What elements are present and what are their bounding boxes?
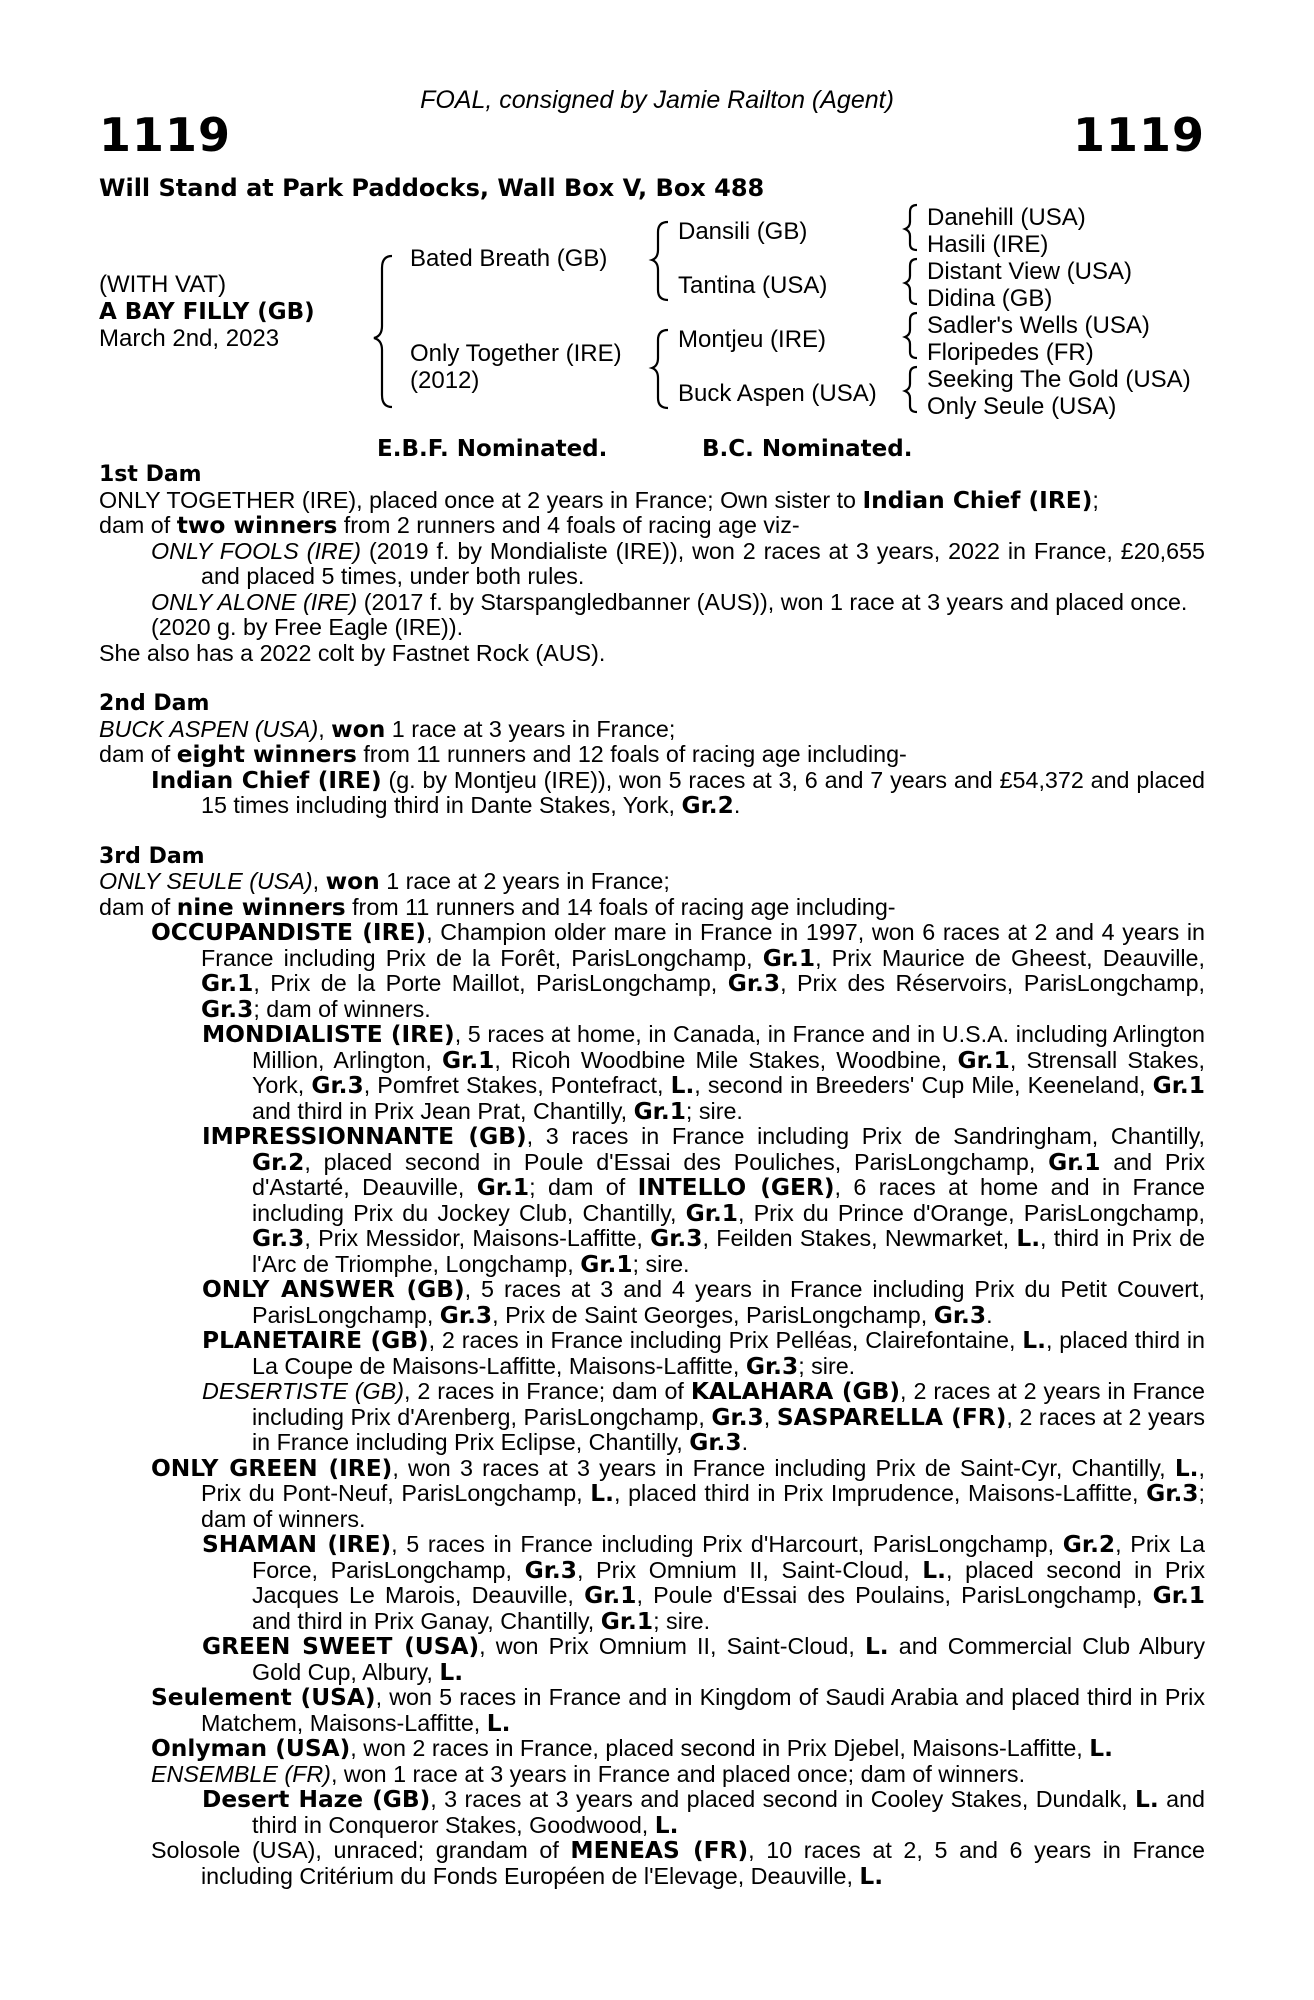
pedigree-sire-sire: Dansili (GB) (678, 218, 808, 245)
vat-note: (WITH VAT) (99, 271, 227, 298)
pedigree-dam-year: (2012) (410, 367, 480, 394)
third-dam-foal-occupandiste: OCCUPANDISTE (IRE), Champion older mare in France in 1997, won 6 races at 2 and 4 years in France including Prix de la Forêt, ParisLongchamp, Gr.1, Prix Maurice de Gheest, Deauville, Gr.1, Prix de la Porte Maillot, ParisLongchamp, Gr.3, Prix des Réservoirs, ParisLongchamp, Gr.3; dam of winners. (151, 919, 1205, 1023)
third-dam-foal-only-green: ONLY GREEN (IRE), won 3 races at 3 years in France including Prix de Saint-Cyr, Chantilly, L., Prix du Pont-Neuf, ParisLongchamp, L., placed third in Prix Imprudence, Maisons-Laffitte, Gr.3; dam of winners. (151, 1454, 1206, 1532)
pedigree-dam: Only Together (IRE) (410, 340, 622, 367)
third-dam-foal-onlyman: Onlyman (USA), won 2 races in France, placed second in Prix Djebel, Maisons-Laffitte, L. (151, 1735, 1113, 1762)
third-dam-intro: ONLY SEULE (USA), won 1 race at 2 years in France; (99, 868, 670, 895)
pedigree-gen3-6: Floripedes (FR) (927, 339, 1094, 366)
second-dam-produce-summary: dam of eight winners from 11 runners and 12 foals of racing age including- (99, 741, 907, 768)
horse-name: A BAY FILLY (GB) (99, 299, 315, 325)
second-dam-heading: 2nd Dam (99, 691, 210, 716)
pedigree-dam-dam: Buck Aspen (USA) (678, 380, 877, 407)
stand-location: Will Stand at Park Paddocks, Wall Box V, Box 488 (99, 174, 765, 202)
pedigree-sire: Bated Breath (GB) (410, 245, 608, 272)
ebf-nomination: E.B.F. Nominated. (377, 436, 608, 462)
pedigree-gen3-2: Hasili (IRE) (927, 231, 1049, 258)
first-dam-foal-1: ONLY FOOLS (IRE) (2019 f. by Mondialiste (IRE)), won 2 races at 3 years, 2022 in France, £20,655 and placed 5 times, under both rules. (151, 537, 1205, 589)
pedigree-gen3-1: Danehill (USA) (927, 204, 1086, 231)
produce-desert-haze: Desert Haze (GB), 3 races at 3 years and placed second in Cooley Stakes, Dundalk, L. and third in Conqueror Stakes, Goodwood, L. (202, 1786, 1205, 1839)
catalogue-body (99, 462, 1205, 1889)
pedigree-gen3-5: Sadler's Wells (USA) (927, 312, 1150, 339)
pedigree-sire-dam: Tantina (USA) (678, 272, 828, 299)
lot-number-right: 1119 (1072, 108, 1205, 162)
third-dam-foal-seulement: Seulement (USA), won 5 races in France and in Kingdom of Saudi Arabia and placed third in Prix Matchem, Maisons-Laffitte, L. (151, 1684, 1205, 1737)
pedigree-gen3-8: Only Seule (USA) (927, 393, 1117, 420)
bc-nomination: B.C. Nominated. (702, 436, 913, 462)
produce-planetaire: PLANETAIRE (GB), 2 races in France including Prix Pelléas, Clairefontaine, L., placed third in La Coupe de Maisons-Laffitte, Maisons-Laffitte, Gr.3; sire. (202, 1327, 1206, 1380)
third-dam-foal-ensemble: ENSEMBLE (FR), won 1 race at 3 years in France and placed once; dam of winners. (151, 1760, 1026, 1787)
first-dam-foal-3: (2020 g. by Free Eagle (IRE)). (151, 614, 464, 640)
third-dam-produce-summary: dam of nine winners from 11 runners and 14 foals of racing age including- (99, 893, 896, 921)
produce-mondialiste: MONDIALISTE (IRE), 5 races at home, in Canada, in France and in U.S.A. including Arlington Million, Arlington, Gr.1, Ricoh Woodbine Mile Stakes, Woodbine, Gr.1, Strensall Stakes, York, Gr.3, Pomfret Stakes, Pontefract, L., second in Breeders' Cup Mile, Keeneland, Gr.1 and third in Prix Jean Prat, Chantilly, Gr.1; sire. (202, 1021, 1206, 1125)
pedigree-gen3-7: Seeking The Gold (USA) (927, 366, 1191, 393)
produce-only-answer: ONLY ANSWER (GB), 5 races at 3 and 4 years in France including Prix du Petit Couvert, ParisLongchamp, Gr.3, Prix de Saint Georges, ParisLongchamp, Gr.3. (202, 1276, 1205, 1329)
pedigree-gen3-4: Didina (GB) (927, 285, 1053, 312)
produce-green-sweet: GREEN SWEET (USA), won Prix Omnium II, Saint-Cloud, L. and Commercial Club Albury Gold Cup, Albury, L. (202, 1633, 1205, 1686)
consignor-line: FOAL, consigned by Jamie Railton (Agent) (420, 86, 894, 114)
produce-desertiste: DESERTISTE (GB), 2 races in France; dam of KALAHARA (GB), 2 races at 2 years in France including Prix d'Arenberg, ParisLongchamp, Gr.3, SASPARELLA (FR), 2 races at 2 years in France including Prix Eclipse, Chantilly, Gr.3. (202, 1378, 1205, 1456)
first-dam-heading: 1st Dam (99, 462, 202, 487)
produce-shaman: SHAMAN (IRE), 5 races in France including Prix d'Harcourt, ParisLongchamp, Gr.2, Prix La Force, ParisLongchamp, Gr.3, Prix Omnium II, Saint-Cloud, L., placed second in Prix Jacques Le Marois, Deauville, Gr.1, Poule d'Essai des Poulains, ParisLongchamp, Gr.1 and third in Prix Ganay, Chantilly, Gr.1; sire. (202, 1531, 1206, 1635)
first-dam-foal-2: ONLY ALONE (IRE) (2017 f. by Starspangledbanner (AUS)), won 1 race at 3 years and placed once. (151, 588, 1188, 615)
first-dam-also: She also has a 2022 colt by Fastnet Rock (AUS). (99, 639, 606, 666)
lot-number-left: 1119 (99, 108, 232, 162)
third-dam-foal-solosole: Solosole (USA), unraced; grandam of MENEAS (FR), 10 races at 2, 5 and 6 years in France including Critérium du Fonds Européen de l'Elevage, Deauville, L. (151, 1837, 1205, 1890)
pedigree-gen3-3: Distant View (USA) (927, 258, 1132, 285)
second-dam-intro: BUCK ASPEN (USA), won 1 race at 3 years in France; (99, 715, 676, 743)
pedigree-dam-sire: Montjeu (IRE) (678, 326, 827, 353)
second-dam-foal-1: Indian Chief (IRE) (g. by Montjeu (IRE)), won 5 races at 3, 6 and 7 years and £54,372 and placed 15 times including third in Dante Stakes, York, Gr.2. (151, 766, 1205, 819)
third-dam-heading: 3rd Dam (99, 843, 205, 869)
first-dam-intro: ONLY TOGETHER (IRE), placed once at 2 years in France; Own sister to Indian Chief (IRE); (99, 486, 1099, 514)
horse-dob: March 2nd, 2023 (99, 325, 280, 352)
produce-impressionnante: IMPRESSIONNANTE (GB), 3 races in France including Prix de Sandringham, Chantilly, Gr.2, placed second in Poule d'Essai des Pouliches, ParisLongchamp, Gr.1 and Prix d'Astarté, Deauville, Gr.1; dam of INTELLO (GER), 6 races at home and in France including Prix du Jockey Club, Chantilly, Gr.1, Prix du Prince d'Orange, ParisLongchamp, Gr.3, Prix Messidor, Maisons-Laffitte, Gr.3, Feilden Stakes, Newmarket, L., third in Prix de l'Arc de Triomphe, Longchamp, Gr.1; sire. (202, 1123, 1206, 1278)
first-dam-produce-summary: dam of two winners from 2 runners and 4 foals of racing age viz- (99, 512, 800, 539)
